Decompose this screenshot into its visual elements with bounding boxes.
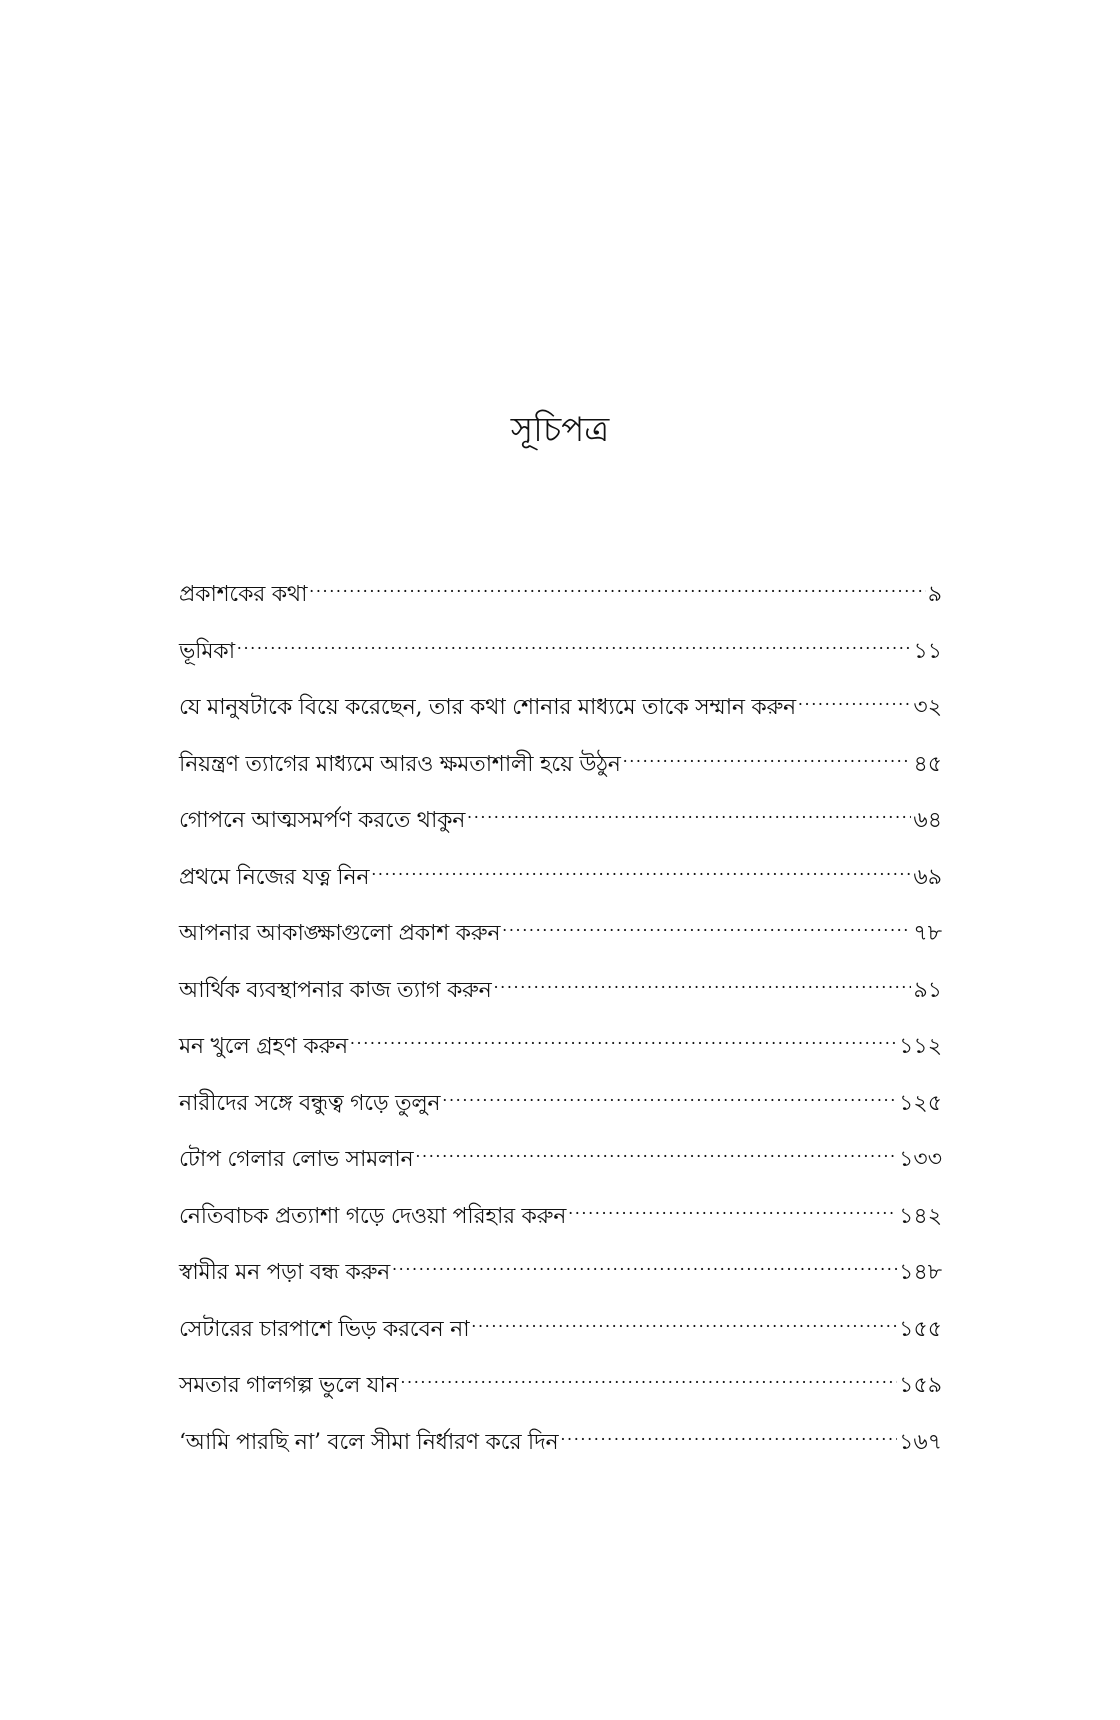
toc-entry [179,1017,942,1074]
toc-entry-page: ৯ [927,582,942,607]
toc-entry [179,1243,942,1300]
toc-entry-title: গোপনে আত্মসমর্পণ করতে থাকুন [179,808,466,833]
toc-entry [179,1356,942,1413]
toc-entry-title: স্বামীর মন পড়া বন্ধ করুন [179,1260,390,1285]
toc-entry [179,1130,942,1187]
toc-entry-page: ৬৪ [913,808,942,833]
toc-entry [179,1187,942,1244]
table-of-contents [179,565,942,1469]
toc-entry [179,1413,942,1470]
toc-entry-page: ১১ [913,638,942,664]
dot-leader [371,848,911,884]
dot-leader [237,622,912,658]
toc-entry [179,848,942,905]
dot-leader [471,1300,897,1336]
toc-entry [179,735,942,792]
toc-entry-page: ১৩৩ [899,1147,942,1172]
toc-entry [179,791,942,848]
toc-entry-page: ১৫৫ [899,1316,942,1342]
toc-entry [179,565,942,622]
toc-entry-title: নেতিবাচক প্রত্যাশা গড়ে দেওয়া পরিহার করুন [179,1203,567,1229]
toc-entry-page: ৪৫ [913,751,942,777]
dot-leader [560,1413,897,1449]
toc-entry-title: আপনার আকাঙ্ক্ষাগুলো প্রকাশ করুন [179,921,501,946]
toc-entry [179,1074,942,1131]
toc-entry-title: ‘আমি পারছি না’ বলে সীমা নির্ধারণ করে দিন [179,1429,559,1455]
toc-entry [179,622,942,679]
toc-entry-title: নারীদের সঙ্গে বন্ধুত্ব গড়ে তুলুন [179,1090,441,1116]
toc-entry-page: ৭৮ [913,921,942,946]
toc-entry-page: ১২৫ [899,1090,942,1116]
dot-leader [798,678,912,714]
toc-entry [179,678,942,735]
toc-entry-title: সমতার গালগল্প ভুলে যান [179,1373,399,1398]
toc-entry-title: সেটারের চারপাশে ভিড় করবেন না [179,1316,470,1342]
toc-entry-title: প্রথমে নিজের যত্ন নিন [179,864,370,890]
toc-entry-title: টোপ গেলার লোভ সামলান [179,1147,414,1172]
dot-leader [400,1356,897,1392]
toc-entry-page: ৩২ [913,695,942,720]
toc-entry-page: ১৬৭ [899,1429,942,1455]
dot-leader [415,1130,897,1166]
toc-entry-title: মন খুলে গ্রহণ করুন [179,1034,348,1059]
toc-entry-title: প্রকাশকের কথা [179,582,308,607]
dot-leader [309,565,926,601]
dot-leader [442,1074,897,1110]
dot-leader [493,961,911,997]
toc-entry [179,904,942,961]
toc-entry-page: ৯১ [913,977,942,1003]
toc-entry-title: ভূমিকা [179,638,235,664]
toc-entry-page: ৬৯ [913,864,942,890]
dot-leader [568,1187,897,1223]
toc-entry [179,961,942,1018]
toc-entry-title: নিয়ন্ত্রণ ত্যাগের মাধ্যমে আরও ক্ষমতাশালী হয়ে উঠুন [179,751,621,777]
page-title: সূচিপত্র [510,410,610,450]
dot-leader [623,735,912,771]
toc-entry-page: ১৪৮ [899,1260,942,1285]
dot-leader [350,1017,897,1053]
toc-entry-title: যে মানুষটাকে বিয়ে করেছেন, তার কথা শোনার মাধ্যমে তাকে সম্মান করুন [179,695,796,720]
toc-entry-page: ১১২ [899,1034,942,1059]
dot-leader [467,791,911,827]
toc-entry-title: আর্থিক ব্যবস্থাপনার কাজ ত্যাগ করুন [179,977,492,1003]
dot-leader [502,904,911,940]
toc-entry [179,1300,942,1357]
toc-entry-page: ১৪২ [899,1203,942,1229]
toc-entry-page: ১৫৯ [899,1373,942,1398]
dot-leader [392,1243,897,1279]
